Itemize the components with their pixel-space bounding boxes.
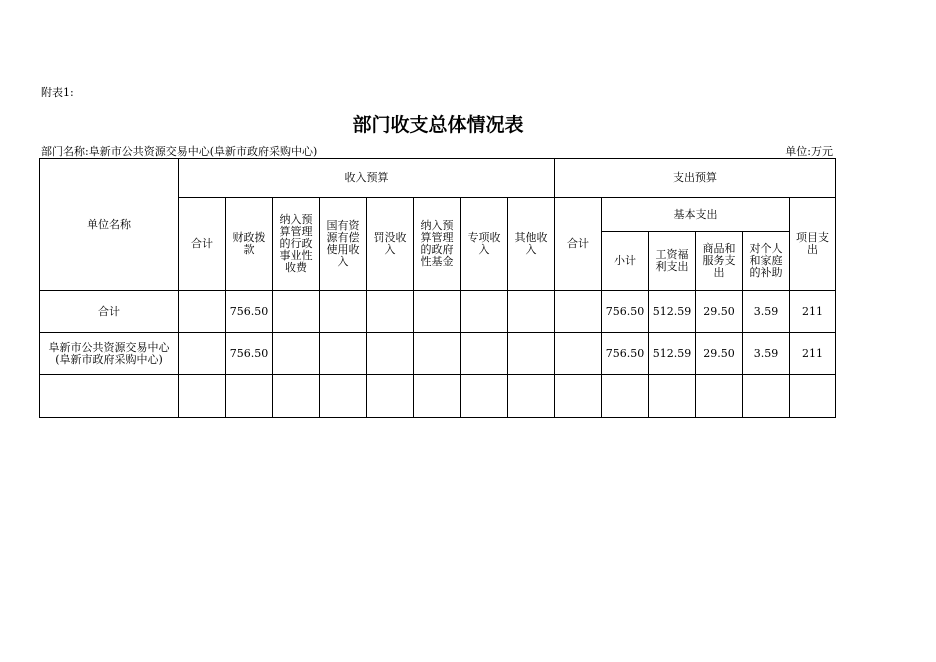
empty-cell	[649, 375, 696, 418]
cell-wages-welfare: 512.59	[649, 333, 696, 375]
cell-confiscation-income	[367, 291, 414, 333]
cell-state-asset-income	[320, 333, 367, 375]
header-admin-fees: 纳入预算管理的行政事业性收费	[273, 198, 320, 291]
cell-other-income	[508, 291, 555, 333]
header-goods-services: 商品和服务支出	[696, 232, 743, 291]
table-row	[40, 291, 836, 333]
cell-confiscation-income	[367, 333, 414, 375]
cell-admin-fees	[273, 291, 320, 333]
header-income-budget: 收入预算	[179, 159, 555, 198]
cell-project-expense: 211	[790, 333, 836, 375]
cell-income-total	[179, 291, 226, 333]
cell-gov-fund	[414, 291, 461, 333]
header-expense-total: 合计	[555, 198, 602, 291]
cell-special-income	[461, 291, 508, 333]
page-title: 部门收支总体情况表	[352, 114, 524, 136]
header-fiscal-appropriation: 财政拨款	[226, 198, 273, 291]
table-row	[40, 333, 836, 375]
header-other-income: 其他收入	[508, 198, 555, 291]
cell-wages-welfare: 512.59	[649, 291, 696, 333]
empty-cell	[40, 375, 179, 418]
department-name: 部门名称:阜新市公共资源交易中心(阜新市政府采购中心)	[41, 145, 318, 158]
header-unit-name: 单位名称	[40, 159, 179, 291]
header-individual-subsidy: 对个人和家庭的补助	[743, 232, 790, 291]
empty-cell	[226, 375, 273, 418]
empty-cell	[461, 375, 508, 418]
row-name: 合计	[40, 291, 179, 333]
cell-individual-subsidy: 3.59	[743, 291, 790, 333]
empty-cell	[790, 375, 836, 418]
empty-cell	[273, 375, 320, 418]
header-subtotal: 小计	[602, 232, 649, 291]
header-confiscation-income: 罚没收入	[367, 198, 414, 291]
header-special-income: 专项收入	[461, 198, 508, 291]
cell-fiscal-appropriation: 756.50	[226, 291, 273, 333]
cell-state-asset-income	[320, 291, 367, 333]
empty-cell	[743, 375, 790, 418]
table-row-empty	[40, 375, 836, 418]
cell-admin-fees	[273, 333, 320, 375]
empty-cell	[320, 375, 367, 418]
cell-other-income	[508, 333, 555, 375]
cell-expense-total	[555, 333, 602, 375]
empty-cell	[555, 375, 602, 418]
attachment-label: 附表1:	[41, 86, 74, 99]
header-basic-expense: 基本支出	[602, 198, 790, 232]
cell-individual-subsidy: 3.59	[743, 333, 790, 375]
cell-income-total	[179, 333, 226, 375]
header-expense-budget: 支出预算	[555, 159, 836, 198]
cell-fiscal-appropriation: 756.50	[226, 333, 273, 375]
empty-cell	[602, 375, 649, 418]
cell-subtotal: 756.50	[602, 291, 649, 333]
cell-special-income	[461, 333, 508, 375]
row-name: 阜新市公共资源交易中心(阜新市政府采购中心)	[40, 333, 179, 375]
header-project-expense: 项目支出	[790, 198, 836, 291]
currency-unit: 单位:万元	[785, 145, 833, 158]
header-row-1	[40, 159, 836, 198]
cell-project-expense: 211	[790, 291, 836, 333]
cell-goods-services: 29.50	[696, 291, 743, 333]
cell-subtotal: 756.50	[602, 333, 649, 375]
header-wages-welfare: 工资福利支出	[649, 232, 696, 291]
cell-gov-fund	[414, 333, 461, 375]
header-income-total: 合计	[179, 198, 226, 291]
empty-cell	[508, 375, 555, 418]
empty-cell	[367, 375, 414, 418]
empty-cell	[414, 375, 461, 418]
empty-cell	[696, 375, 743, 418]
empty-cell	[179, 375, 226, 418]
header-gov-fund: 纳入预算管理的政府性基金	[414, 198, 461, 291]
cell-expense-total	[555, 291, 602, 333]
header-state-asset-income: 国有资源有偿使用收入	[320, 198, 367, 291]
cell-goods-services: 29.50	[696, 333, 743, 375]
budget-table	[39, 158, 836, 418]
